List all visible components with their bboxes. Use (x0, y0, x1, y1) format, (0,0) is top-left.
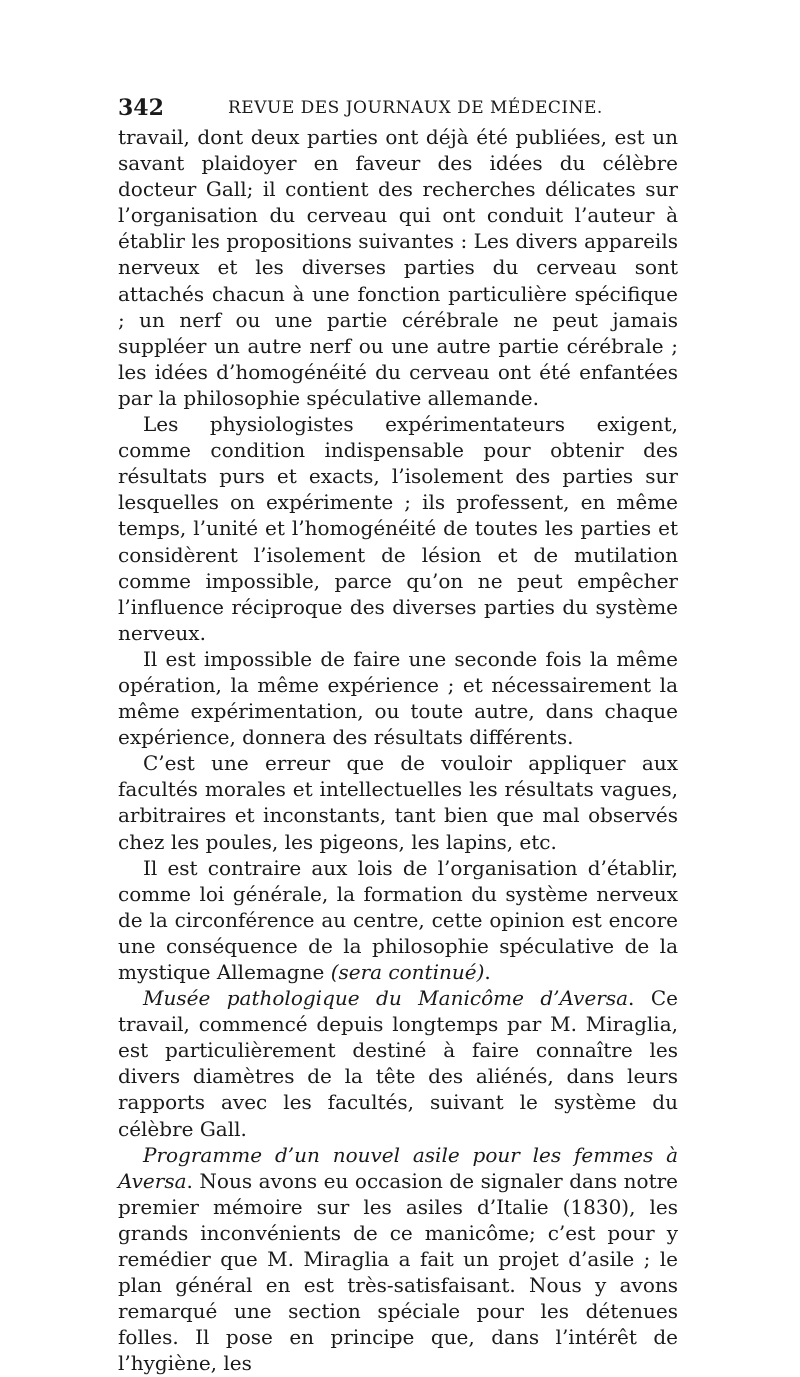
paragraph-text: Il est contraire aux lois de l’organisation d’établir, comme loi générale, la formation du système nerveux de la circonférence au centre, cette opinion est encore une conséquence de la philosophie spéculative de la mystique Allemagne (118, 855, 678, 984)
paragraph (118, 1142, 678, 1377)
body-text (118, 124, 678, 1377)
paragraph (118, 646, 678, 750)
paragraph (118, 985, 678, 1142)
paragraph (118, 855, 678, 985)
paragraph (118, 750, 678, 854)
page-number: 342 (118, 95, 164, 121)
section-title: Musée pathologique du Manicôme d’Aversa (143, 986, 629, 1011)
continuation-note: (sera continué) (330, 960, 485, 984)
page-header (118, 93, 678, 123)
paragraph (118, 124, 678, 411)
paragraph-end: . (484, 960, 491, 984)
section-title: Programme d’un nouvel asile pour les femmes à Aversa (118, 1142, 678, 1193)
paragraph (118, 411, 678, 646)
paragraph-text: Il est impossible de faire une seconde fois la même opération, la même expérience ; et nécessairement la même expérimentation, ou toute autre, dans chaque expérience, donnera des résultats différents. (118, 646, 678, 750)
paragraph-text: Les physiologistes expérimentateurs exigent, comme condition indispensable pour obtenir des résultats purs et exacts, l’isolement des parties sur lesquelles on expérimente ; ils professent, en même temps, l’unité et l’homogénéité de toutes les parties et considèrent l’isolement de lésion et de mutilation comme impossible, parce qu’on ne peut empêcher l’influence réciproque des diverses parties du système nerveux. (118, 412, 678, 645)
paragraph-text: . Nous avons eu occasion de signaler dans notre premier mémoire sur les asiles d’Italie (1830), les grands inconvénients de ce manicôme; c’est pour y remédier que M. Miraglia a fait un projet d’asile ; le plan général en est très-satisfaisant. Nous y avons remarqué une section spéciale pour les détenues folles. Il pose en principe que, dans l’intérêt de l’hygiène, les (118, 1168, 678, 1376)
running-title: REVUE DES JOURNAUX DE MÉDECINE. (228, 98, 603, 118)
paragraph-text: C’est une erreur que de vouloir appliquer aux facultés morales et intellectuelles les résultats vagues, arbitraires et inconstants, tant bien que mal observés chez les poules, les pigeons, les lapins, etc. (118, 751, 678, 854)
paragraph-text: . Ce travail, commencé depuis longtemps par M. Miraglia, est particulièrement destiné à faire connaître les divers diamètres de la tête des aliénés, dans leurs rapports avec les facultés, suivant le système du célèbre Gall. (118, 986, 678, 1141)
paragraph-text: travail, dont deux parties ont déjà été publiées, est un savant plaidoyer en faveur des idées du célèbre docteur Gall; il contient des recherches délicates sur l’organisation du cerveau qui ont conduit l’auteur à établir les propositions suivantes : Les divers appareils nerveux et les diverses parties du cerveau sont attachés chacun à une fonction particulière spécifique ; un nerf ou une partie cérébrale ne peut jamais suppléer un autre nerf ou une autre partie cérébrale ; les idées d’homogénéité du cerveau ont été enfantées par la philosophie spéculative allemande. (118, 125, 678, 410)
